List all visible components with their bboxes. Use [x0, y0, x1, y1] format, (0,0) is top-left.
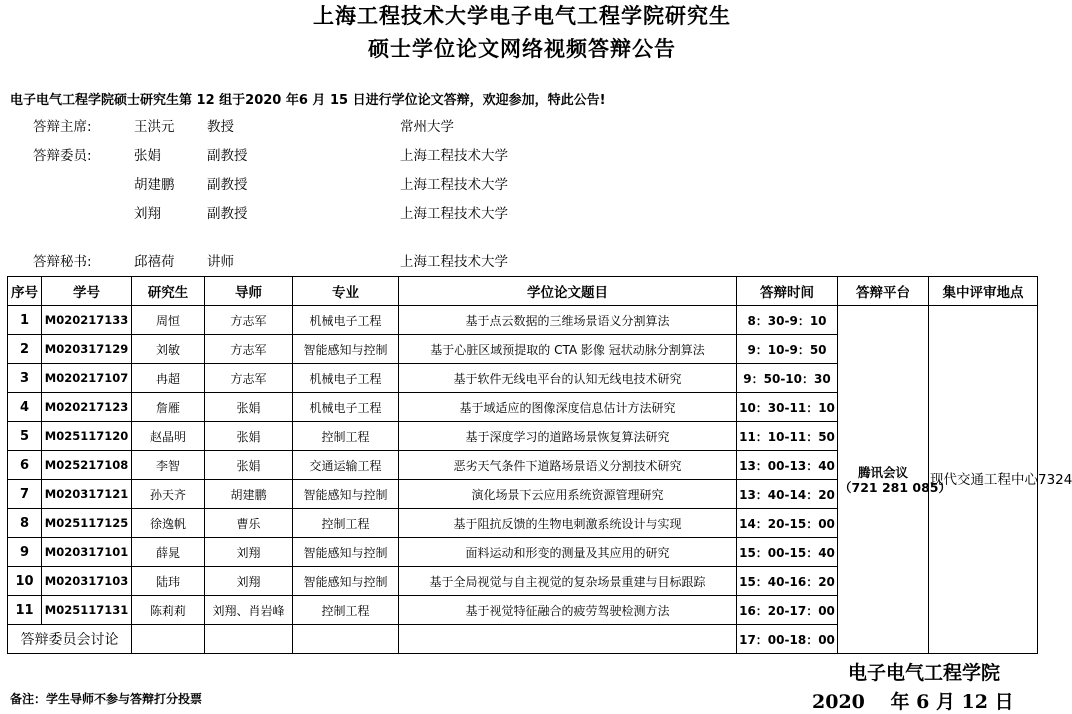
thesis-title: 恶劣天气条件下道路场景语义分割技术研究: [399, 451, 737, 480]
student-name: 孙天齐: [132, 480, 205, 509]
member-name: 张娟: [134, 148, 161, 164]
student-name: 刘敏: [132, 335, 205, 364]
row-number: 8: [8, 509, 42, 538]
row-number: 10: [8, 567, 42, 596]
major: 控制工程: [293, 509, 399, 538]
empty-cell: [399, 625, 737, 654]
secretary-name: 邱禧荷: [134, 254, 175, 270]
member-name: 胡建鹏: [134, 177, 175, 193]
platform-name: 腾讯会议: [857, 464, 908, 480]
advisor-name: 胡建鹏: [205, 480, 293, 509]
major: 控制工程: [293, 422, 399, 451]
thesis-title: 基于心脏区域预提取的 CTA 影像 冠状动脉分割算法: [399, 335, 737, 364]
secretary-title: 讲师: [207, 254, 234, 270]
advisor-name: 刘翔、肖岩峰: [205, 596, 293, 625]
student-id: M025117131: [42, 596, 132, 625]
defense-time: 15：40-16：20: [737, 567, 838, 596]
student-id: M025117125: [42, 509, 132, 538]
thesis-title: 基于点云数据的三维场景语义分割算法: [399, 306, 737, 335]
thesis-title: 基于深度学习的道路场景恢复算法研究: [399, 422, 737, 451]
thesis-title: 演化场景下云应用系统资源管理研究: [399, 480, 737, 509]
advisor-name: 刘翔: [205, 538, 293, 567]
advisor-name: 刘翔: [205, 567, 293, 596]
student-name: 詹雁: [132, 393, 205, 422]
empty-cell: [132, 625, 205, 654]
row-number: 5: [8, 422, 42, 451]
student-name: 薛晁: [132, 538, 205, 567]
header-cell: 集中评审地点: [929, 277, 1038, 306]
major: 交通运输工程: [293, 451, 399, 480]
student-name: 陈莉莉: [132, 596, 205, 625]
row-number: 7: [8, 480, 42, 509]
student-name: 徐逸帆: [132, 509, 205, 538]
review-venue: 现代交通工程中心7324: [929, 306, 1038, 654]
advisor-name: 方志军: [205, 306, 293, 335]
defense-time: 9：50-10：30: [737, 364, 838, 393]
header-cell: 答辩平台: [838, 277, 929, 306]
chair-name: 王洪元: [134, 119, 175, 135]
defense-time: 13：00-13：40: [737, 451, 838, 480]
student-id: M020317101: [42, 538, 132, 567]
major: 控制工程: [293, 596, 399, 625]
row-number: 3: [8, 364, 42, 393]
header-cell: 研究生: [132, 277, 205, 306]
defense-schedule-table: [7, 276, 1072, 654]
student-id: M020317129: [42, 335, 132, 364]
chair-role: 答辩主席:: [33, 119, 92, 135]
student-id: M020217123: [42, 393, 132, 422]
advisor-name: 曹乐: [205, 509, 293, 538]
defense-time: 9：10-9：50: [737, 335, 838, 364]
chair-org: 常州大学: [400, 119, 454, 135]
defense-time: 8：30-9：10: [737, 306, 838, 335]
member-title: 副教授: [207, 148, 248, 164]
thesis-title: 基于视觉特征融合的疲劳驾驶检测方法: [399, 596, 737, 625]
major: 机械电子工程: [293, 393, 399, 422]
discussion-time: 17：00-18：00: [737, 625, 838, 654]
defense-time: 11：10-11：50: [737, 422, 838, 451]
student-name: 陆玮: [132, 567, 205, 596]
row-number: 6: [8, 451, 42, 480]
announcement-text: 电子电气工程学院硕士研究生第 12 组于2020 年6 月 15 日进行学位论文答辩，欢迎参加，特此公告!: [10, 93, 606, 108]
student-name: 冉超: [132, 364, 205, 393]
header-cell: 学位论文题目: [399, 277, 737, 306]
platform-meeting-id: （721 281 085）: [839, 479, 951, 495]
major: 智能感知与控制: [293, 335, 399, 364]
student-id: M020317121: [42, 480, 132, 509]
header-cell: 序号: [8, 277, 42, 306]
student-id: M025117120: [42, 422, 132, 451]
thesis-title: 面料运动和形变的测量及其应用的研究: [399, 538, 737, 567]
row-number: 1: [8, 306, 42, 335]
member-name: 刘翔: [134, 206, 161, 222]
student-name: 李智: [132, 451, 205, 480]
major: 智能感知与控制: [293, 538, 399, 567]
table-header-row: [8, 277, 1038, 306]
advisor-name: 张娟: [205, 422, 293, 451]
header-cell: 学号: [42, 277, 132, 306]
discussion-label: 答辩委员会讨论: [8, 625, 132, 654]
member-org: 上海工程技术大学: [400, 148, 508, 164]
empty-cell: [293, 625, 399, 654]
footnote: 备注：学生导师不参与答辩打分投票: [10, 692, 203, 706]
row-number: 4: [8, 393, 42, 422]
empty-cell: [205, 625, 293, 654]
thesis-title: 基于全局视觉与自主视觉的复杂场景重建与目标跟踪: [399, 567, 737, 596]
member-org: 上海工程技术大学: [400, 206, 508, 222]
row-number: 11: [8, 596, 42, 625]
major: 智能感知与控制: [293, 480, 399, 509]
advisor-name: 张娟: [205, 393, 293, 422]
student-id: M020317103: [42, 567, 132, 596]
page-title: 上海工程技术大学电子电气工程学院研究生: [313, 3, 731, 28]
student-id: M020217133: [42, 306, 132, 335]
student-name: 赵晶明: [132, 422, 205, 451]
student-id: M020217107: [42, 364, 132, 393]
row-number: 2: [8, 335, 42, 364]
major: 机械电子工程: [293, 306, 399, 335]
advisor-name: 方志军: [205, 335, 293, 364]
header-cell: 答辩时间: [737, 277, 838, 306]
major: 智能感知与控制: [293, 567, 399, 596]
thesis-title: 基于域适应的图像深度信息估计方法研究: [399, 393, 737, 422]
issuing-department: 电子电气工程学院: [848, 662, 1001, 684]
thesis-title: 基于软件无线电平台的认知无线电技术研究: [399, 364, 737, 393]
member-title: 副教授: [207, 206, 248, 222]
members-role: 答辩委员:: [33, 148, 92, 164]
header-cell: 导师: [205, 277, 293, 306]
student-id: M025217108: [42, 451, 132, 480]
major: 机械电子工程: [293, 364, 399, 393]
header-cell: 专业: [293, 277, 399, 306]
secretary-org: 上海工程技术大学: [400, 254, 508, 270]
chair-title: 教授: [207, 119, 234, 135]
defense-time: 10：30-11：10: [737, 393, 838, 422]
secretary-role: 答辩秘书:: [33, 254, 92, 270]
table-row: [8, 306, 1038, 335]
row-number: 9: [8, 538, 42, 567]
student-name: 周恒: [132, 306, 205, 335]
member-org: 上海工程技术大学: [400, 177, 508, 193]
defense-time: 14：20-15：00: [737, 509, 838, 538]
member-title: 副教授: [207, 177, 248, 193]
defense-platform: [838, 306, 951, 654]
thesis-title: 基于阻抗反馈的生物电刺激系统设计与实现: [399, 509, 737, 538]
advisor-name: 方志军: [205, 364, 293, 393]
defense-time: 13：40-14：20: [737, 480, 838, 509]
advisor-name: 张娟: [205, 451, 293, 480]
issue-date: 2020 年 6 月 12 日: [812, 691, 1014, 713]
defense-time: 15：00-15：40: [737, 538, 838, 567]
page-subtitle: 硕士学位论文网络视频答辩公告: [368, 36, 676, 61]
defense-time: 16：20-17：00: [737, 596, 838, 625]
